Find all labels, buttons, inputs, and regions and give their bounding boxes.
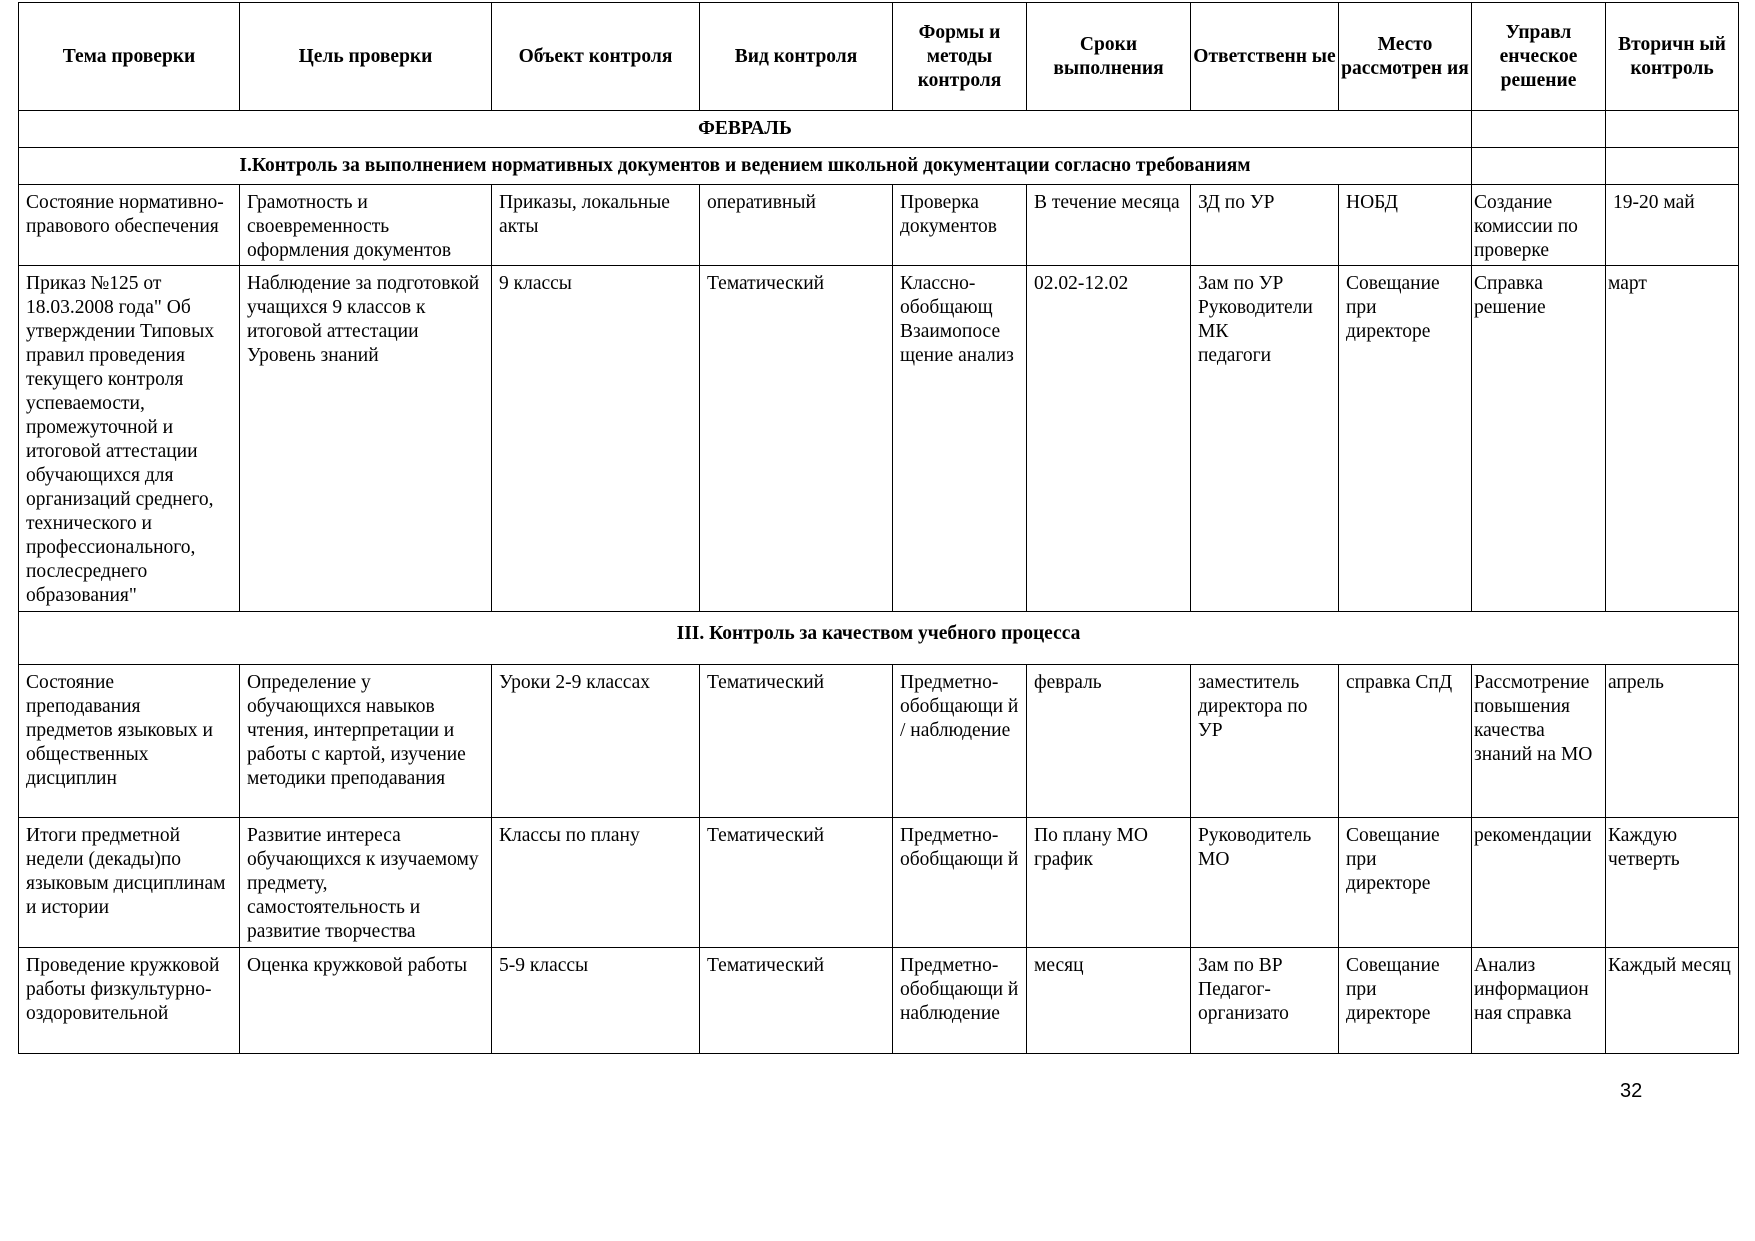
header-cell: Формы и методы контроля — [893, 3, 1027, 111]
table-cell: февраль — [1027, 665, 1191, 818]
table-cell: Совещание при директоре — [1339, 818, 1472, 948]
table-cell: 9 классы — [492, 266, 700, 612]
table-cell: март — [1606, 266, 1739, 612]
table-cell: Развитие интереса обучающихся к изучаемому предмету, самостоятельность и развитие творчества — [240, 818, 492, 948]
table-cell: Классно-обобщающ Взаимопосе щение анализ — [893, 266, 1027, 612]
table-cell: Предметно-обобщающи й — [893, 818, 1027, 948]
table-cell: Итоги предметной недели (декады)по языковым дисциплинам и истории — [19, 818, 240, 948]
control-plan-table — [18, 2, 1739, 1054]
section-title: I.Контроль за выполнением нормативных документов и ведением школьной документации согласно требованиям — [19, 148, 1472, 185]
section-row — [19, 148, 1739, 185]
table-cell: 5-9 классы — [492, 948, 700, 1054]
table-cell: Предметно-обобщающи й наблюдение — [893, 948, 1027, 1054]
table-cell: Совещание при директоре — [1339, 266, 1472, 612]
header-cell: Вид контроля — [700, 3, 893, 111]
table-cell: Приказ №125 от 18.03.2008 года" Об утверждении Типовых правил проведения текущего контроля успеваемости, промежуточной и итоговой аттестации обучающихся для организаций среднего, технического и профессионального, послесреднего образования" — [19, 266, 240, 612]
header-cell: Управл енческое решение — [1472, 3, 1606, 111]
header-row — [19, 3, 1739, 111]
header-cell: Ответственн ые — [1191, 3, 1339, 111]
table-cell: справка СпД — [1339, 665, 1472, 818]
table-cell: Анализ информацион ная справка — [1472, 948, 1606, 1054]
month-row — [19, 111, 1739, 148]
empty-cell — [1606, 111, 1739, 148]
header-cell: Тема проверки — [19, 3, 240, 111]
table-cell: Рассмотрение повышения качества знаний на МО — [1472, 665, 1606, 818]
table-cell: Руководитель МО — [1191, 818, 1339, 948]
table-row — [19, 266, 1739, 612]
table-cell: Тематический — [700, 665, 893, 818]
empty-cell — [1472, 148, 1606, 185]
header-cell: Сроки выполнения — [1027, 3, 1191, 111]
table-cell: Определение у обучающихся навыков чтения, интерпретации и работы с картой, изучение методики преподавания — [240, 665, 492, 818]
header-cell: Объект контроля — [492, 3, 700, 111]
header-cell: Место рассмотрен ия — [1339, 3, 1472, 111]
table-row — [19, 665, 1739, 818]
table-cell: Справка решение — [1472, 266, 1606, 612]
table-cell: рекомендации — [1472, 818, 1606, 948]
table-cell: 02.02-12.02 — [1027, 266, 1191, 612]
table-cell: Тематический — [700, 818, 893, 948]
table-cell: Грамотность и своевременность оформления документов — [240, 185, 492, 266]
table-cell: Предметно-обобщающи й / наблюдение — [893, 665, 1027, 818]
table-cell: ЗД по УР — [1191, 185, 1339, 266]
table-row — [19, 818, 1739, 948]
table-cell: По плану МО график — [1027, 818, 1191, 948]
table-cell: оперативный — [700, 185, 893, 266]
table-row — [19, 948, 1739, 1054]
table-cell: В течение месяца — [1027, 185, 1191, 266]
table-cell: Зам по ВР Педагог-организато — [1191, 948, 1339, 1054]
page-number: 32 — [1620, 1080, 1643, 1102]
section-row — [19, 612, 1739, 665]
table-cell: 19-20 май — [1606, 185, 1739, 266]
table-cell: Проведение кружковой работы физкультурно-оздоровительной — [19, 948, 240, 1054]
table-cell: Зам по УР Руководители МК педагоги — [1191, 266, 1339, 612]
table-cell: Оценка кружковой работы — [240, 948, 492, 1054]
table-cell: Состояние нормативно-правового обеспечения — [19, 185, 240, 266]
table-cell: Уроки 2-9 классах — [492, 665, 700, 818]
empty-cell — [1606, 148, 1739, 185]
table-cell: Создание комиссии по проверке — [1472, 185, 1606, 266]
table-cell: Приказы, локальные акты — [492, 185, 700, 266]
table-cell: заместитель директора по УР — [1191, 665, 1339, 818]
table-cell: апрель — [1606, 665, 1739, 818]
table-cell: месяц — [1027, 948, 1191, 1054]
table-cell: Каждую четверть — [1606, 818, 1739, 948]
table-cell: НОБД — [1339, 185, 1472, 266]
table-cell: Классы по плану — [492, 818, 700, 948]
header-cell: Цель проверки — [240, 3, 492, 111]
header-cell: Вторичн ый контроль — [1606, 3, 1739, 111]
section-title: III. Контроль за качеством учебного процесса — [19, 612, 1739, 665]
month-title: ФЕВРАЛЬ — [19, 111, 1472, 148]
table-cell: Проверка документов — [893, 185, 1027, 266]
table-row — [19, 185, 1739, 266]
table-cell: Тематический — [700, 266, 893, 612]
table-cell: Каждый месяц — [1606, 948, 1739, 1054]
table-cell: Совещание при директоре — [1339, 948, 1472, 1054]
table-cell: Наблюдение за подготовкой учащихся 9 классов к итоговой аттестации Уровень знаний — [240, 266, 492, 612]
table-cell: Тематический — [700, 948, 893, 1054]
table-cell: Состояние преподавания предметов языковых и общественных дисциплин — [19, 665, 240, 818]
empty-cell — [1472, 111, 1606, 148]
